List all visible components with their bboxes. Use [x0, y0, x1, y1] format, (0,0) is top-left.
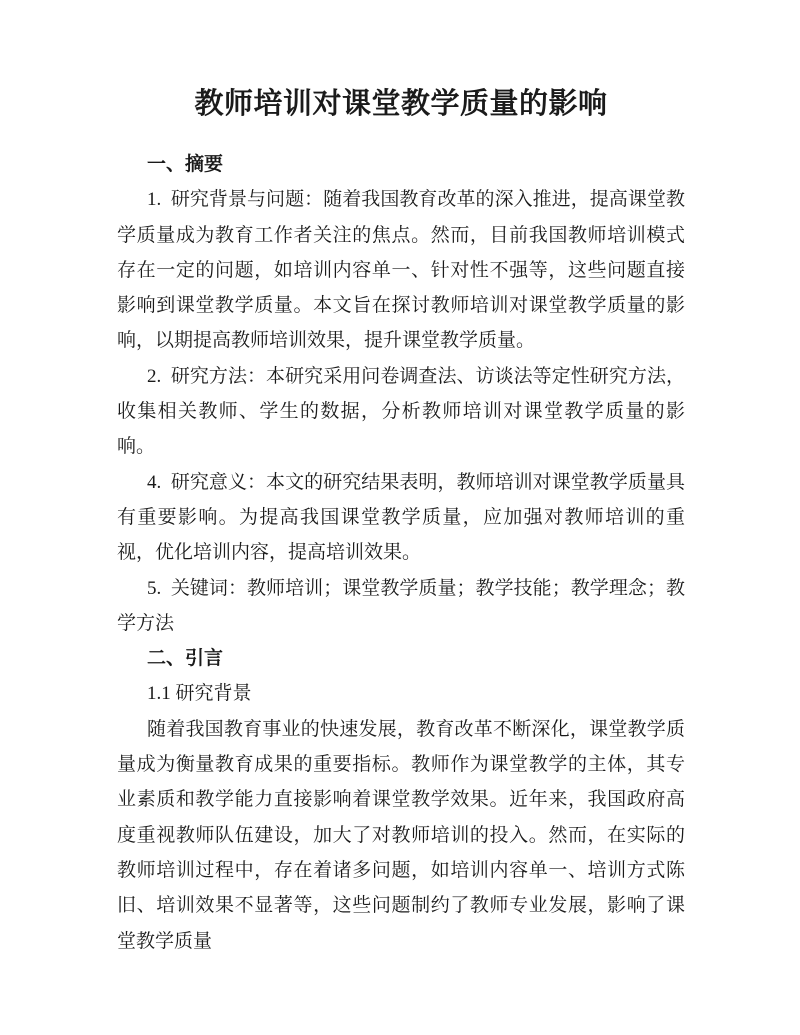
paragraph-keywords: 5. 关键词：教师培训；课堂教学质量；教学技能；教学理念；教学方法	[117, 577, 685, 634]
paragraph-research-background-problem: 1. 研究背景与问题：随着我国教育改革的深入推进，提高课堂教学质量成为教育工作者关注的焦点。然而，目前我国教师培训模式存在一定的问题，如培训内容单一、针对性不强等，这些问题直接影响到课堂教学质量。本文旨在探讨教师培训对课堂教学质量的影响，以期提高教师培训效果，提升课堂教学质量。	[117, 189, 685, 352]
document-title: 教师培训对课堂教学质量的影响	[194, 88, 608, 120]
section-heading-abstract: 一、摘要	[147, 154, 224, 175]
paragraph-research-significance: 4. 研究意义：本文的研究结果表明，教师培训对课堂教学质量具有重要影响。为提高我国课堂教学质量，应加强对教师培训的重视，优化培训内容，提高培训效果。	[117, 471, 685, 564]
paragraph-research-method: 2. 研究方法：本研究采用问卷调查法、访谈法等定性研究方法，收集相关教师、学生的数据，分析教师培训对课堂教学质量的影响。	[117, 365, 685, 458]
subsection-heading-research-background: 1.1 研究背景	[147, 683, 252, 705]
section-heading-introduction: 二、引言	[147, 648, 224, 670]
paragraph-introduction-body: 随着我国教育事业的快速发展，教育改革不断深化，课堂教学质量成为衡量教育成果的重要指标。教师作为课堂教学的主体，其专业素质和教学能力直接影响着课堂教学效果。近年来，我国政府高度重视教师队伍建设，加大了对教师培训的投入。然而，在实际的教师培训过程中，存在着诸多问题，如培训内容单一、培训方式陈旧、培训效果不显著等，这些问题制约了教师专业发展，影响了课堂教学质量	[117, 718, 685, 952]
